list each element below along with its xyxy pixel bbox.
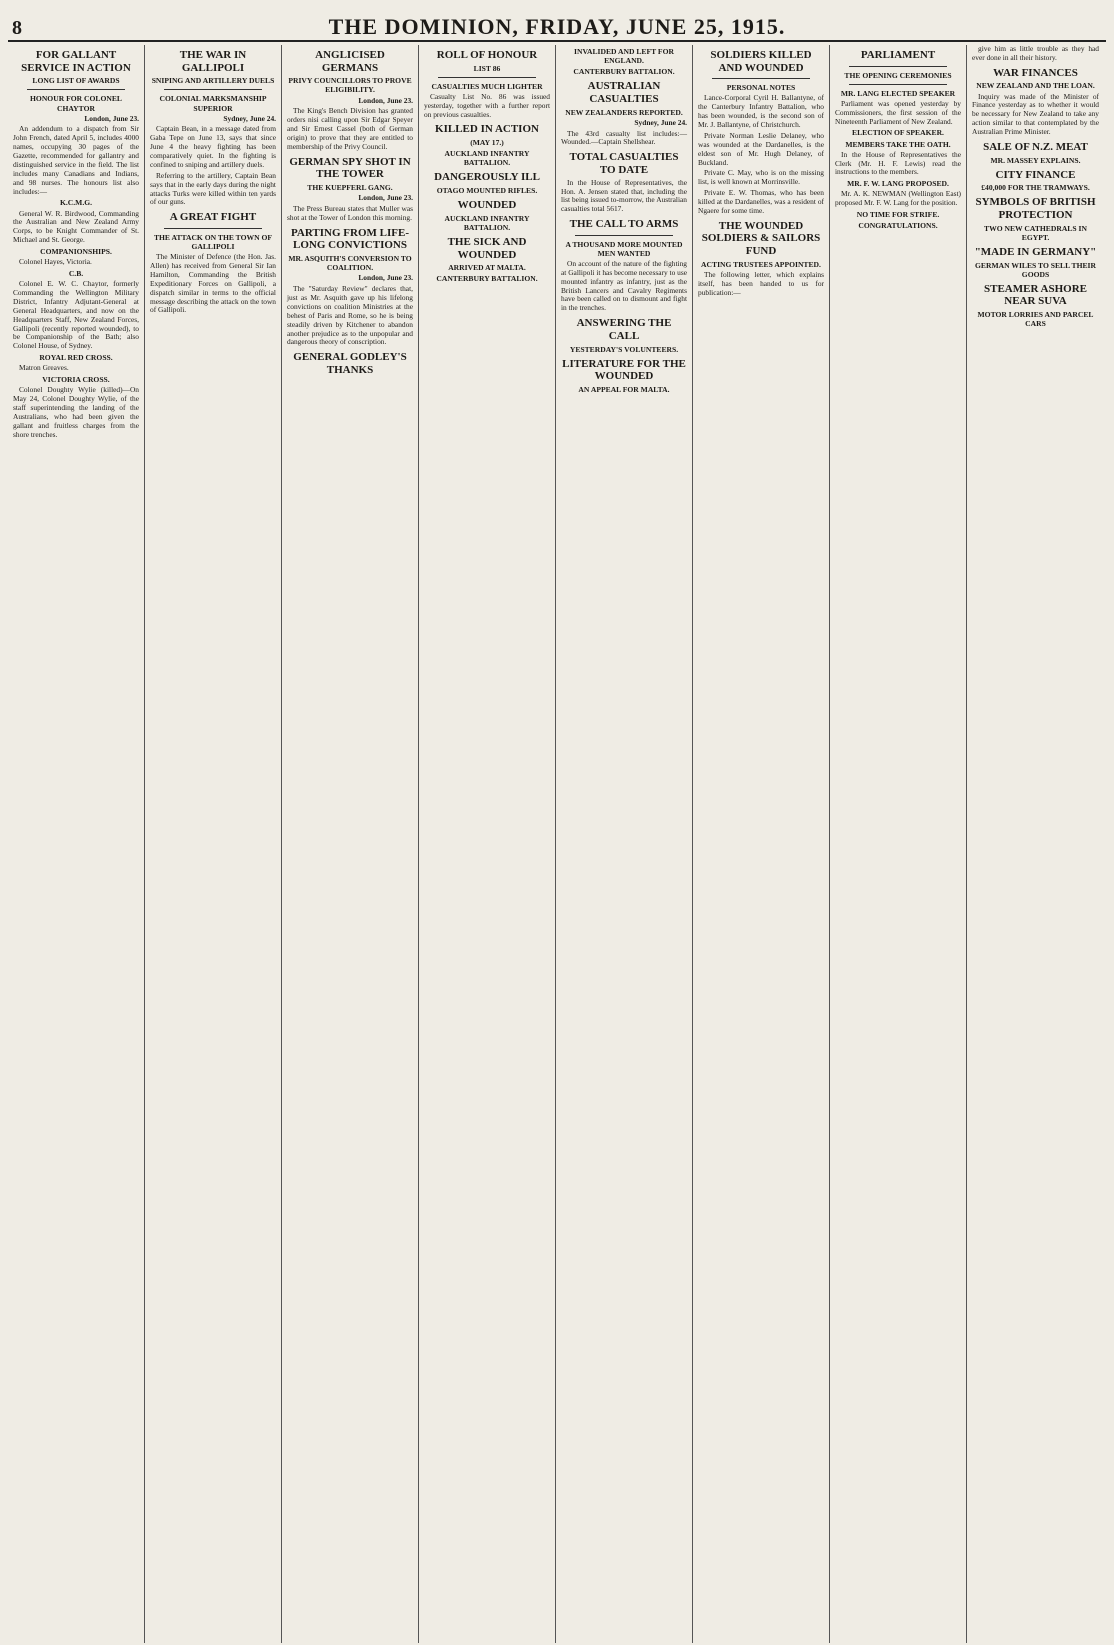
article-paragraph: Private C. May, who is on the missing list, is well known at Morrinsville. [698,168,824,187]
dateline: Sydney, June 24. [634,117,687,127]
column-2 [145,45,282,1643]
subheading: NEW ZEALANDERS REPORTED. [565,107,683,117]
headline: ANSWERING THE CALL [576,317,672,342]
subheading: MOTOR LORRIES AND PARCEL CARS [977,310,1094,329]
subheading: NO TIME FOR STRIFE. [856,210,940,220]
subheading: COLONIAL MARKSMANSHIP SUPERIOR [159,94,267,113]
columns [8,45,1106,1643]
subheading: SNIPING AND ARTILLERY DUELS [151,76,275,86]
article-paragraph: Referring to the artillery, Captain Bean says that in the early days during the night attacks Turks were killed within ten yards of our guns. [150,170,276,207]
subheading: CASUALTIES MUCH LIGHTER [431,81,543,91]
column-8 [967,45,1104,1643]
article-paragraph: Casualty List No. 86 was issued yesterday, together with a further report on previous casualties. [424,91,550,119]
subheading: £40,000 FOR THE TRAMWAYS. [981,183,1090,193]
dateline: London, June 23. [358,95,413,105]
article-paragraph: The following letter, which explains itself, has been handed to us for publication:— [698,269,824,297]
headline: DANGEROUSLY ILL [434,171,540,184]
subheading: MEMBERS TAKE THE OATH. [845,139,951,149]
article-paragraph: Matron Greaves. [19,363,69,373]
divider-rule [164,228,262,229]
divider-rule [164,89,262,90]
subheading: HONOUR FOR COLONEL CHAYTOR [30,94,122,113]
headline: THE WOUNDED SOLDIERS & SAILORS FUND [701,219,821,258]
column-6 [693,45,830,1643]
article-paragraph: General W. R. Birdwood, Commanding the Australian and New Zealand Army Corps, to be Knight Commander of St. Michael and St. George. [13,208,139,245]
article-paragraph: Mr. A. K. NEWMAN (Wellington East) proposed Mr. F. W. Lang for the position. [835,189,961,208]
headline: STEAMER ASHORE NEAR SUVA [984,282,1087,308]
headline: THE WAR IN GALLIPOLI [179,49,247,74]
subheading: CANTERBURY BATTALION. [436,274,538,284]
article-paragraph: Parliament was opened yesterday by Commissioners, the first session of the Nineteenth Parliament of New Zealand. [835,98,961,126]
subheading: ARRIVED AT MALTA. [448,263,526,273]
subheading: AUCKLAND INFANTRY BATTALION. [444,213,530,232]
divider-rule [27,89,125,90]
divider-rule [712,78,810,79]
headline: SOLDIERS KILLED AND WOUNDED [710,49,812,74]
article-paragraph: An addendum to a dispatch from Sir John French, dated April 5, includes 4000 names, occupying 30 pages of the Gazette, recommended for gallantry and distinguished service in the field. The list includes many Canadians and Indians, and 98 nurses. The honours list also includes:— [13,124,139,196]
column-3 [282,45,419,1643]
headline: THE CALL TO ARMS [569,218,679,231]
subheading: CONGRATULATIONS. [858,221,938,231]
subheading: MR. F. W. LANG PROPOSED. [847,179,949,189]
subheading: GERMAN WILES TO SELL THEIR GOODS [975,260,1096,279]
headline: GENERAL GODLEY'S THANKS [293,351,407,376]
column-4 [419,45,556,1643]
subheading: LIST 86 [473,63,501,73]
article-paragraph: In the House of Representatives, the Hon. A. Jensen stated that, including the list being issued to-morrow, the Australian casualties total 5617. [561,177,687,214]
column-5 [556,45,693,1643]
headline: GERMAN SPY SHOT IN THE TOWER [289,155,411,181]
headline: "MADE IN GERMANY" [974,245,1097,258]
headline: PARTING FROM LIFE-LONG CONVICTIONS [291,226,409,252]
article-paragraph: The Press Bureau states that Muller was shot at the Tower of London this morning. [287,204,413,222]
subheading: C.B. [68,269,84,279]
subheading: K.C.M.G. [59,198,93,208]
headline: PARLIAMENT [860,49,936,61]
subheading: PRIVY COUNCILLORS TO PROVE ELIGIBILITY. [288,76,412,95]
subheading: PERSONAL NOTES [726,83,796,93]
dateline: London, June 23. [358,273,413,283]
dateline: Sydney, June 24. [223,113,276,123]
headline: ROLL OF HONOUR [436,49,538,61]
divider-rule [849,66,947,67]
article-paragraph: The Minister of Defence (the Hon. Jas. Allen) has received from General Sir Ian Hamilton, Commanding the British Expeditionary Forces on Gallipoli, a dispatch similar in terms to the official message describing the attack on the town of Gallipoli. [150,252,276,315]
headline: SALE OF N.Z. MEAT [983,140,1088,153]
subheading: VICTORIA CROSS. [42,375,110,385]
subheading: INVALIDED AND LEFT FOR ENGLAND. [574,47,674,66]
subheading: CANTERBURY BATTALION. [573,67,675,77]
headline: FOR GALLANT SERVICE IN ACTION [21,49,131,74]
article-paragraph: Private E. W. Thomas, who has been killed at the Dardanelles, was a resident of Ngaere for some time. [698,188,824,215]
newspaper-title: THE DOMINION, FRIDAY, JUNE 25, 1915. [328,14,786,39]
subheading: MR. MASSEY EXPLAINS. [990,155,1081,165]
article-paragraph: Lance-Corporal Cyril H. Ballantyne, of the Canterbury Infantry Battalion, who has been wounded, is the second son of Mr. J. Ballantyne, of Christchurch. [698,93,824,130]
subheading: COMPANIONSHIPS. [40,247,112,257]
subheading: YESTERDAY'S VOLUNTEERS. [569,344,679,354]
article-paragraph: Colonel E. W. C. Chaytor, formerly Commanding the Wellington Military District, Infantry Adjutant-General at General Headquarters, and now on the Headquarters Staff, New Zealand Forces, Gallipoli (recently reported wounded), to be Companionship of the Bath; also Colonel House, of Sydney. [13,279,139,351]
subheading: A THOUSAND MORE MOUNTED MEN WANTED [565,239,683,258]
headline: KILLED IN ACTION [435,123,539,136]
divider-rule [575,235,673,236]
headline: SYMBOLS OF BRITISH PROTECTION [975,196,1096,222]
subheading: MR. LANG ELECTED SPEAKER [840,88,956,98]
column-7 [830,45,967,1643]
masthead [8,6,1106,42]
dateline: London, June 23. [358,193,413,203]
article-paragraph: Colonel Doughty Wylie (killed)—On May 24, Colonel Doughty Wylie, of the staff superintending the landing of the Australians, who had been given the gallant and fruitless charges from the shore trenches. [13,385,139,439]
article-paragraph: In the House of Representatives the Clerk (Mr. H. F. Lewis) read the instructions to the members. [835,149,961,177]
headline: A GREAT FIGHT [169,211,257,224]
subheading: THE ATTACK ON THE TOWN OF GALLIPOLI [153,233,273,252]
subheading: MR. ASQUITH'S CONVERSION TO COALITION. [288,254,412,273]
article-paragraph: The King's Bench Division has granted orders nisi calling upon Sir Edgar Speyer and Sir Ernest Cassel (both of German origin) to prove that they are entitled to membership of the Privy Council. [287,106,413,151]
divider-rule [849,84,947,85]
subheading: ACTING TRUSTEES APPOINTED. [701,259,821,269]
headline: TOTAL CASUALTIES TO DATE [569,151,679,176]
subheading: (MAY 17.) [470,138,504,148]
article-paragraph: Private Norman Leslie Delaney, who was wounded at the Dardanelles, is the eldest son of Mr. Hugh Delaney, of Buckland. [698,130,824,167]
headline: LITERATURE FOR THE WOUNDED [562,357,686,383]
column-1 [8,45,145,1643]
subheading: AUCKLAND INFANTRY BATTALION. [444,149,530,168]
headline: THE SICK AND WOUNDED [447,236,527,261]
subheading: LONG LIST OF AWARDS [32,76,120,86]
page-number: 8 [12,17,22,39]
headline: AUSTRALIAN CASUALTIES [587,80,661,105]
article-paragraph: Captain Bean, in a message dated from Gaba Tepe on June 13, says that since June 4 the heavy fighting has been comparatively quiet. In the fighting is confined to sniping and artillery duels. [150,124,276,169]
subheading: THE OPENING CEREMONIES [844,70,952,80]
article-paragraph: The "Saturday Review" declares that, just as Mr. Asquith gave up his lifelong convictions on coalition Ministries at the behest of Paris and Rome, so he is being steadily driven by Kitchener to abandon another prejudice as to the unpopular and dangerous theory of conscription. [287,284,413,347]
subheading: NEW ZEALAND AND THE LOAN. [976,81,1095,91]
article-paragraph: Inquiry was made of the Minister of Finance yesterday as to whether it would be necessary for New Zealand to take any action similar to that contemplated by the Australian Prime Minister. [972,91,1099,136]
subheading: ROYAL RED CROSS. [39,353,113,363]
subheading: OTAGO MOUNTED RIFLES. [436,186,538,196]
subheading: TWO NEW CATHEDRALS IN EGYPT. [984,223,1087,242]
subheading: THE KUEPFERL GANG. [307,183,393,193]
headline: WOUNDED [457,199,517,212]
headline: WAR FINANCES [993,66,1078,79]
subheading: ELECTION OF SPEAKER. [852,128,944,138]
divider-rule [438,77,536,78]
headline: CITY FINANCE [995,168,1076,181]
subheading: AN APPEAL FOR MALTA. [578,384,670,394]
article-paragraph: give him as little trouble as they had ever done in all their history. [972,45,1099,62]
dateline: London, June 23. [84,113,139,123]
article-paragraph: The 43rd casualty list includes:— Wounded.—Captain Shellshear. [561,128,687,147]
headline: ANGLICISED GERMANS [315,49,385,74]
article-paragraph: Colonel Hayes, Victoria. [19,257,92,267]
article-paragraph: On account of the nature of the fighting at Gallipoli it has become necessary to use mounted infantry as infantry, just as the British Lancers and Cavalry Regiments have been called on to dismount and fight in the trenches. [561,258,687,313]
